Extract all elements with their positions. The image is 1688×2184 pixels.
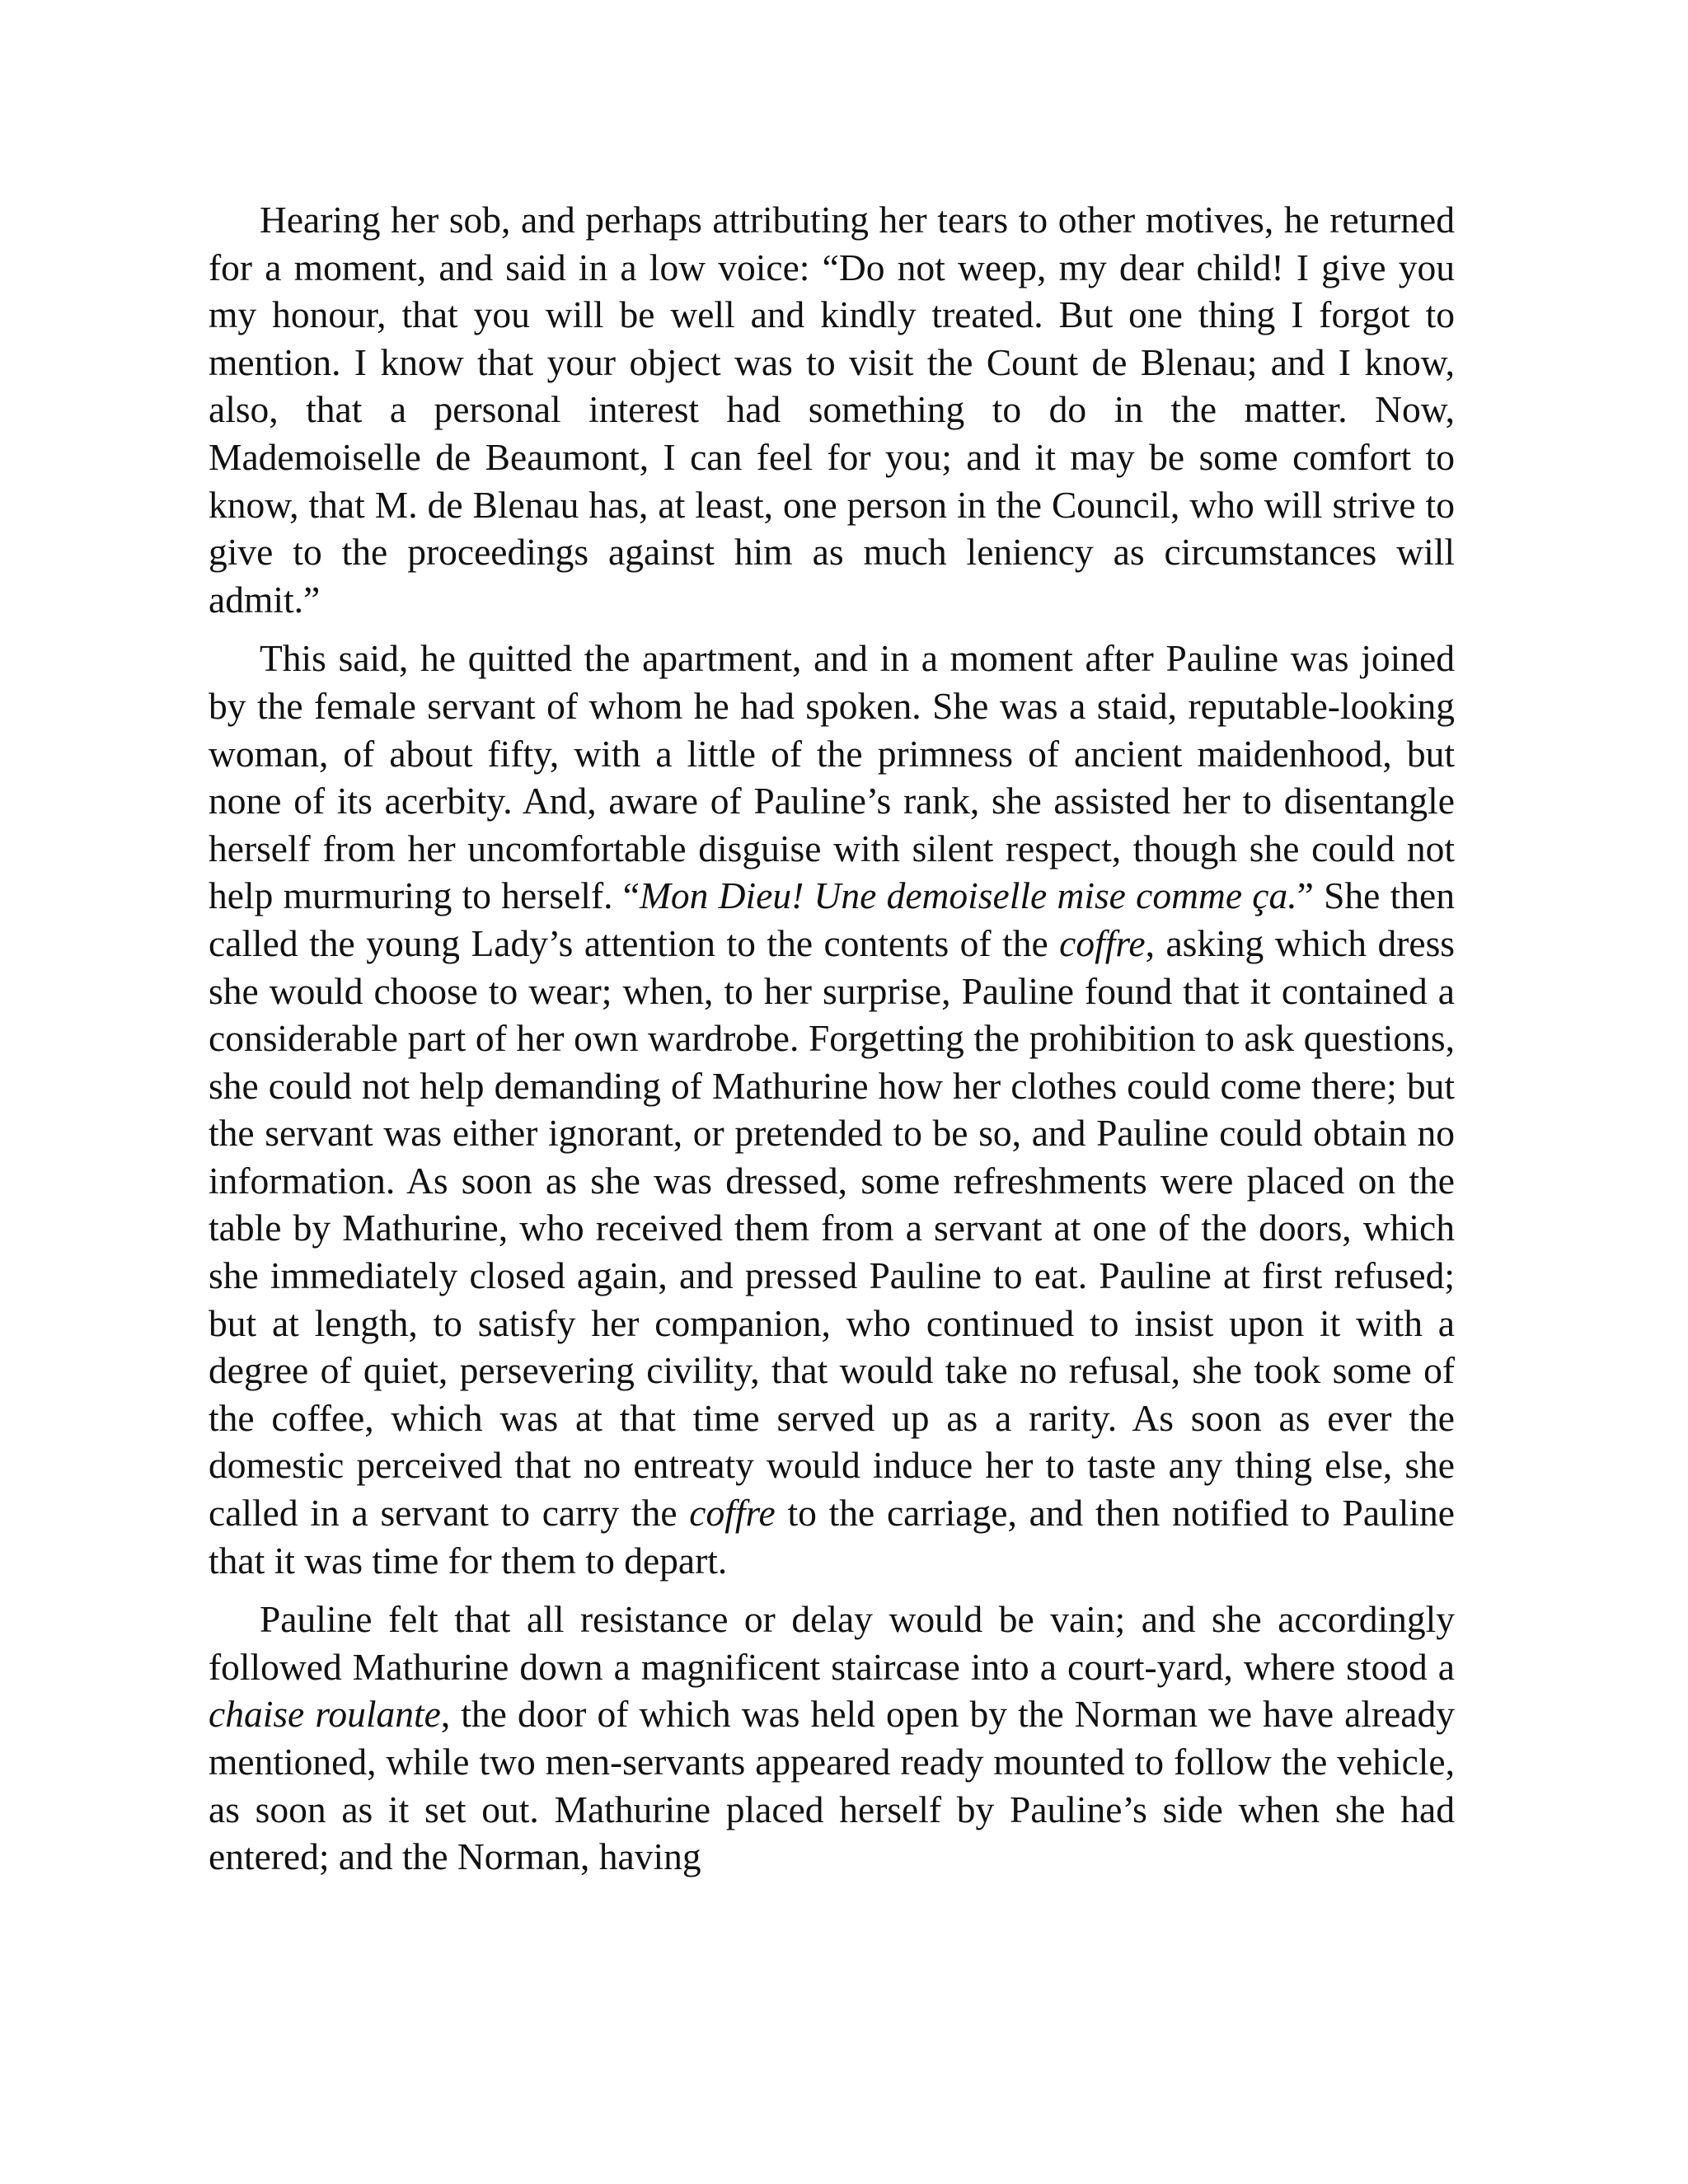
paragraph: [209, 1596, 1455, 1881]
page-text-block: [209, 196, 1455, 1881]
italic-text-segment: chaise roulante: [209, 1693, 441, 1736]
text-segment: Hearing her sob, and perhaps attributing her tears to other motives, he returned for a moment, and said in a low voice: “Do not weep, my dear child! I give you my honour, that you will be well and kindly treated. But one thing I forgot to mention. I know that your object was to visit the Count de Blenau; and I know, also, that a personal interest had something to do in the matter. Now, Mademoiselle de Beaumont, I can feel for you; and it may be some comfort to know, that M. de Blenau has, at least, one person in the Council, who will strive to give to the proceedings against him as much leniency as circumstances will admit.”: [209, 199, 1455, 621]
text-segment: ” She then called the young Lady’s attention to the contents of the: [209, 874, 1455, 964]
italic-text-segment: coffre: [1059, 921, 1146, 964]
text-segment: , asking which dress she would choose to wear; when, to her surprise, Pauline found that it contained a considerable part of her own wardrobe. Forgetting the prohibition to ask questions, she could not help demanding of Mathurine how her clothes could come there; but the servant was either ignorant, or pretended to be so, and Pauline could obtain no information. As soon as she was dressed, some refreshments were placed on the table by Mathurine, who received them from a servant at one of the doors, which she immediately closed again, and pressed Pauline to eat. Pauline at first refused; but at length, to satisfy her companion, who continued to insist upon it with a degree of quiet, persevering civility, that would take no refusal, she took some of the coffee, which was at that time served up as a rarity. As soon as ever the domestic perceived that no entreaty would induce her to taste any thing else, she called in a servant to carry the: [209, 921, 1456, 1535]
text-segment: This said, he quitted the apartment, and in a moment after Pauline was joined by the female servant of whom he had spoken. She was a staid, reputable-looking woman, of about fifty, with a little of the primness of ancient maidenhood, but none of its acerbity. And, aware of Pauline’s rank, she assisted her to disentangle herself from her uncomfortable disguise with silent respect, though she could not help murmuring to herself. “: [209, 637, 1455, 917]
text-segment: to the carriage, and then notified to Pauline that it was time for them to depart.: [209, 1492, 1455, 1582]
italic-text-segment: Mon Dieu! Une demoiselle mise comme ça.: [639, 874, 1297, 917]
text-segment: , the door of which was held open by the Norman we have already mentioned, while two men-servants appeared ready mounted to follow the vehicle, as soon as it set out. Mathurine placed herself by Pauline’s side when she had entered; and the Norman, having: [209, 1693, 1455, 1878]
italic-text-segment: coffre: [689, 1492, 776, 1535]
text-segment: Pauline felt that all resistance or delay would be vain; and she accordingly followed Mathurine down a magnificent staircase into a court-yard, where stood a: [209, 1598, 1455, 1688]
paragraph: [209, 635, 1455, 1584]
paragraph: [209, 196, 1455, 623]
